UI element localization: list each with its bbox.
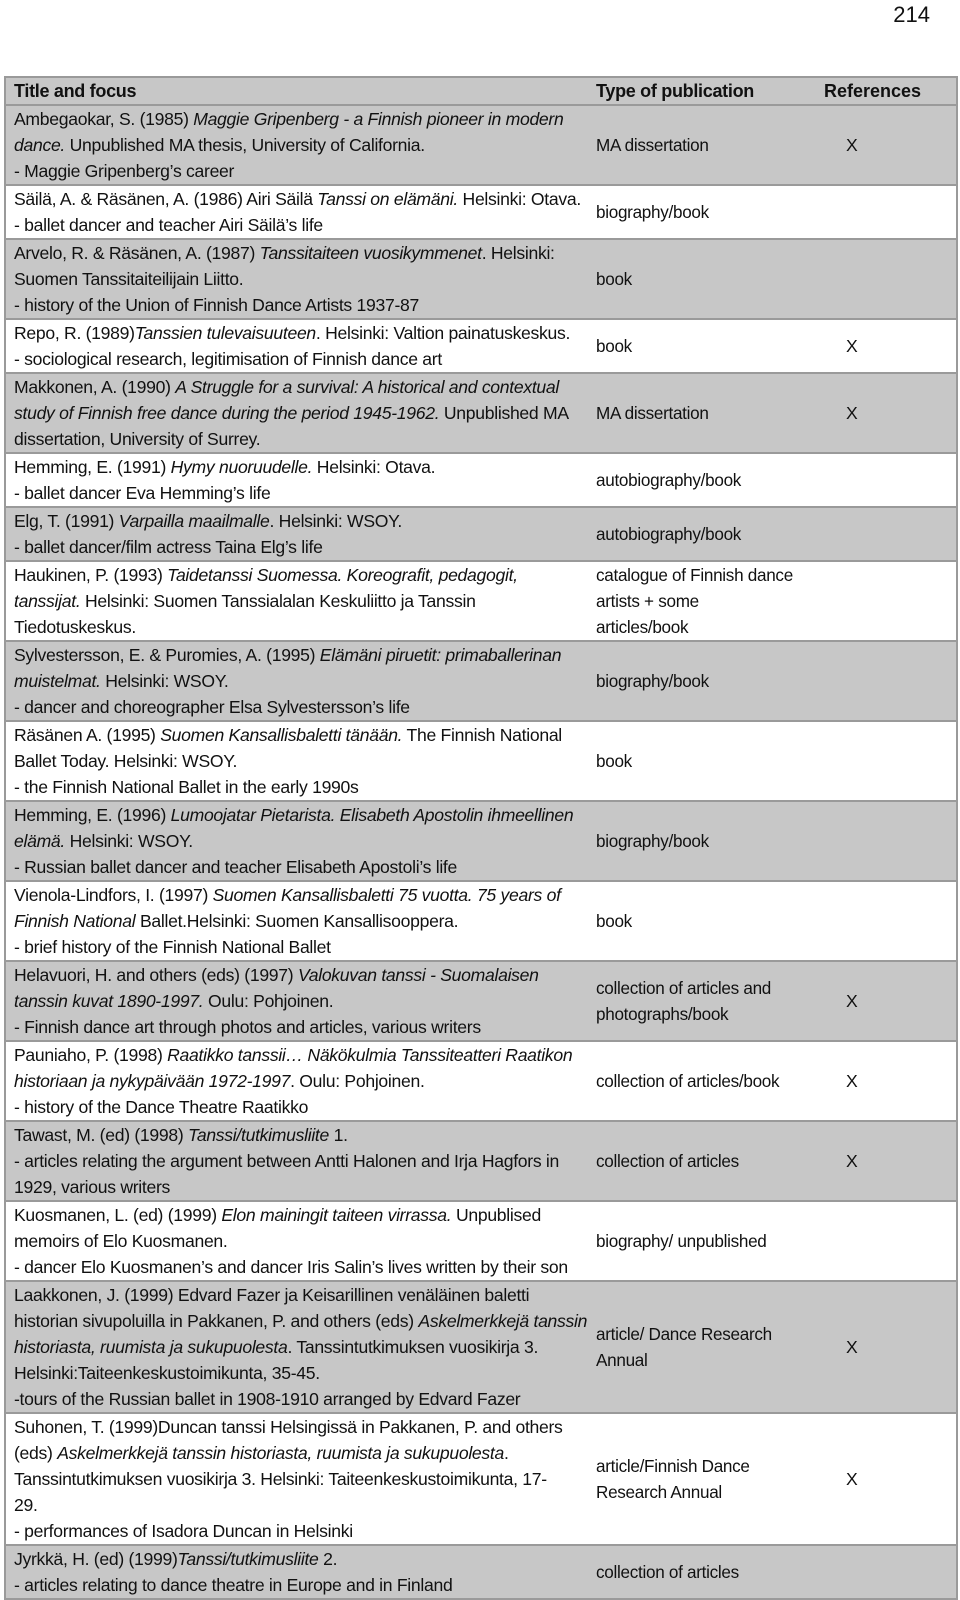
references-cell [814,562,954,640]
citation-line: Suomen Tanssitaiteilijain Liitto. [14,269,244,289]
citation-line: dance. Unpublished MA thesis, University of California. [14,135,425,155]
references-cell: X [846,1071,858,1091]
citation-line: Arvelo, R. & Räsänen, A. (1987) Tanssitaiteen vuosikymmenet. Helsinki: [14,243,555,263]
citation-line: Hemming, E. (1996) Lumoojatar Pietarista. Elisabeth Apostolin ihmeellinen [14,805,574,825]
publication-type-line: photographs/book [596,1004,729,1024]
references-cell: X [846,991,858,1011]
references-cell: X [846,1151,858,1171]
title-focus-cell [6,1414,596,1544]
citation-line: historian sivupoluilla in Pakkanen, P. and others (eds) Askelmerkkejä tanssin [14,1311,588,1331]
publication-type-cell [596,642,814,720]
publication-type-cell [596,962,814,1040]
table-row [6,1546,956,1600]
header-type: Type of publication [596,81,754,101]
citation-line: Sylvestersson, E. & Puromies, A. (1995) Elämäni piruetit: primaballerinan [14,645,562,665]
citation-line: Tanssintutkimuksen vuosikirja 3. Helsinki: Taiteenkeskustoimikunta, 17- [14,1469,547,1489]
title-focus-cell [6,1282,596,1412]
citation-line: historiasta, ruumista ja sukupuolesta. Tanssintutkimuksen vuosikirja 3. [14,1337,539,1357]
header-references: References [824,81,922,101]
table-row [6,454,956,508]
title-focus-cell [6,186,596,238]
title-focus-cell [6,1122,596,1200]
publication-type-line: article/ Dance Research [596,1324,772,1344]
citation-line: Kuosmanen, L. (ed) (1999) Elon mainingit taiteen virrassa. Unpublised [14,1205,541,1225]
references-cell [814,802,954,880]
publication-type-line: biography/book [596,671,709,691]
citation-line: - history of the Union of Finnish Dance Artists 1937-87 [14,295,419,315]
publication-type-cell [596,562,814,640]
publication-type-cell [596,374,814,452]
title-focus-cell [6,802,596,880]
references-cell [814,642,954,720]
title-focus-cell [6,1546,596,1598]
citation-line: tanssijat. Helsinki: Suomen Tanssialalan Keskuliitto ja Tanssin [14,591,476,611]
references-cell [814,882,954,960]
citation-line: Laakkonen, J. (1999) Edvard Fazer ja Keisarillinen venäläinen baletti [14,1285,530,1305]
publication-type-cell [596,320,814,372]
citation-line: - articles relating the argument between Antti Halonen and Irja Hagfors in [14,1151,560,1171]
citation-line: - sociological research, legitimisation of Finnish dance art [14,349,442,369]
table-row [6,1282,956,1414]
citation-line: - the Finnish National Ballet in the early 1990s [14,777,359,797]
publication-type-line: article/Finnish Dance [596,1456,750,1476]
table-row [6,882,956,962]
publication-type-cell [596,508,814,560]
publication-type-cell [596,722,814,800]
publication-type-cell [596,802,814,880]
references-cell [814,1202,954,1280]
citation-line: Tawast, M. (ed) (1998) Tanssi/tutkimusliite 1. [14,1125,348,1145]
publication-type-line: Research Annual [596,1482,722,1502]
page-number: 214 [893,2,930,27]
publication-type-line: articles/book [596,617,689,637]
citation-line: - Russian ballet dancer and teacher Elisabeth Apostoli’s life [14,857,457,877]
table-row [6,802,956,882]
publication-type-line: book [596,751,632,771]
publication-type-cell [596,1546,814,1598]
references-cell: X [846,1337,858,1357]
title-focus-cell [6,454,596,506]
citation-line: - ballet dancer Eva Hemming’s life [14,483,271,503]
publication-type-line: biography/book [596,202,709,222]
table-row [6,1202,956,1282]
table-row [6,642,956,722]
references-cell [814,508,954,560]
table-row [6,962,956,1042]
citation-line: Vienola-Lindfors, I. (1997) Suomen Kansallisbaletti 75 vuotta. 75 years of [14,885,561,905]
citation-line: Repo, R. (1989)Tanssien tulevaisuuteen. Helsinki: Valtion painatuskeskus. [14,323,571,343]
publication-type-cell [596,1122,814,1200]
title-focus-cell [6,642,596,720]
citation-line: (eds) Askelmerkkejä tanssin historiasta, ruumista ja sukupuolesta. [14,1443,509,1463]
publication-type-line: book [596,269,632,289]
references-cell: X [846,403,858,423]
citation-line: Hemming, E. (1991) Hymy nuoruudelle. Helsinki: Otava. [14,457,436,477]
title-focus-cell [6,1042,596,1120]
citation-line: 29. [14,1495,38,1515]
citation-line: - brief history of the Finnish National Ballet [14,937,331,957]
citation-line: tanssin kuvat 1890-1997. Oulu: Pohjoinen. [14,991,334,1011]
publication-type-line: biography/ unpublished [596,1231,767,1251]
citation-line: elämä. Helsinki: WSOY. [14,831,193,851]
citation-line: 1929, various writers [14,1177,171,1197]
title-focus-cell [6,962,596,1040]
publication-type-line: MA dissertation [596,403,709,423]
references-cell [814,240,954,318]
publication-type-cell [596,1414,814,1544]
citation-line: Helsinki:Taiteenkeskustoimikunta, 35-45. [14,1363,320,1383]
citation-line: study of Finnish free dance during the period 1945-1962. Unpublished MA [14,403,569,423]
publication-type-cell [596,1202,814,1280]
title-focus-cell [6,320,596,372]
publication-type-cell [596,240,814,318]
table-row [6,1414,956,1546]
table-row [6,1122,956,1202]
table-row [6,562,956,642]
table-header-row [6,78,956,106]
title-focus-cell [6,882,596,960]
table-row [6,320,956,374]
title-focus-cell [6,722,596,800]
table-row [6,722,956,802]
citation-line: - Finnish dance art through photos and articles, various writers [14,1017,481,1037]
publication-type-line: autobiography/book [596,470,742,490]
publication-type-line: autobiography/book [596,524,742,544]
publication-type-cell [596,882,814,960]
citation-line: Elg, T. (1991) Varpailla maailmalle. Helsinki: WSOY. [14,511,402,531]
citation-line: - history of the Dance Theatre Raatikko [14,1097,309,1117]
table-row [6,1042,956,1122]
citation-line: - articles relating to dance theatre in Europe and in Finland [14,1575,453,1595]
publication-type-line: collection of articles and [596,978,772,998]
table-row [6,106,956,186]
citation-line: Ambegaokar, S. (1985) Maggie Gripenberg - a Finnish pioneer in modern [14,109,564,129]
references-cell: X [846,336,858,356]
citation-line: historiaan ja nykypäivään 1972-1997. Oulu: Pohjoinen. [14,1071,425,1091]
title-focus-cell [6,240,596,318]
citation-line: - ballet dancer/film actress Taina Elg’s life [14,537,323,557]
citation-line: Pauniaho, P. (1998) Raatikko tanssii… Näkökulmia Tanssiteatteri Raatikon [14,1045,573,1065]
publication-type-line: book [596,336,632,356]
publication-type-line: book [596,911,632,931]
citation-line: Säilä, A. & Räsänen, A. (1986) Airi Säilä Tanssi on elämäni. Helsinki: Otava. [14,189,581,209]
citation-line: Ballet Today. Helsinki: WSOY. [14,751,238,771]
citation-line: - performances of Isadora Duncan in Helsinki [14,1521,353,1541]
references-cell [814,454,954,506]
publication-type-line: collection of articles [596,1151,739,1171]
citation-line: -tours of the Russian ballet in 1908-1910 arranged by Edvard Fazer [14,1389,521,1409]
title-focus-cell [6,106,596,184]
publication-type-line: collection of articles/book [596,1071,780,1091]
citation-line: Suhonen, T. (1999)Duncan tanssi Helsingissä in Pakkanen, P. and others [14,1417,563,1437]
publication-type-line: biography/book [596,831,709,851]
title-focus-cell [6,374,596,452]
table-row [6,186,956,240]
references-cell [814,1546,954,1598]
citation-line: memoirs of Elo Kuosmanen. [14,1231,228,1251]
publication-type-cell [596,1042,814,1120]
citation-line: Helavuori, H. and others (eds) (1997) Valokuvan tanssi - Suomalaisen [14,965,539,985]
publication-type-cell [596,454,814,506]
citation-line: - Maggie Gripenberg’s career [14,161,235,181]
references-cell: X [846,135,858,155]
citation-line: - ballet dancer and teacher Airi Säilä’s life [14,215,323,235]
title-focus-cell [6,508,596,560]
publication-type-line: Annual [596,1350,648,1370]
publication-type-cell [596,1282,814,1412]
citation-line: - dancer Elo Kuosmanen’s and dancer Iris Salin’s lives written by their son [14,1257,568,1277]
citation-line: Haukinen, P. (1993) Taidetanssi Suomessa. Koreografit, pedagogit, [14,565,518,585]
publication-type-line: collection of articles [596,1562,739,1582]
publication-type-cell [596,106,814,184]
citation-line: Makkonen, A. (1990) A Struggle for a survival: A historical and contextual [14,377,560,397]
citation-line: - dancer and choreographer Elsa Sylvestersson’s life [14,697,410,717]
publication-type-line: artists + some [596,591,699,611]
references-cell [814,722,954,800]
publication-type-line: MA dissertation [596,135,709,155]
publication-type-cell [596,186,814,238]
publication-type-line: catalogue of Finnish dance [596,565,793,585]
references-cell [814,186,954,238]
citation-line: Jyrkkä, H. (ed) (1999)Tanssi/tutkimusliite 2. [14,1549,338,1569]
table-row [6,508,956,562]
table-row [6,374,956,454]
references-cell: X [846,1469,858,1489]
header-title-focus: Title and focus [14,81,137,101]
bibliography-table [4,76,958,1600]
citation-line: Räsänen A. (1995) Suomen Kansallisbaletti tänään. The Finnish National [14,725,562,745]
citation-line: dissertation, University of Surrey. [14,429,261,449]
title-focus-cell [6,1202,596,1280]
citation-line: Tiedotuskeskus. [14,617,136,637]
table-row [6,240,956,320]
citation-line: Finnish National Ballet.Helsinki: Suomen Kansallisooppera. [14,911,459,931]
title-focus-cell [6,562,596,640]
citation-line: muistelmat. Helsinki: WSOY. [14,671,229,691]
